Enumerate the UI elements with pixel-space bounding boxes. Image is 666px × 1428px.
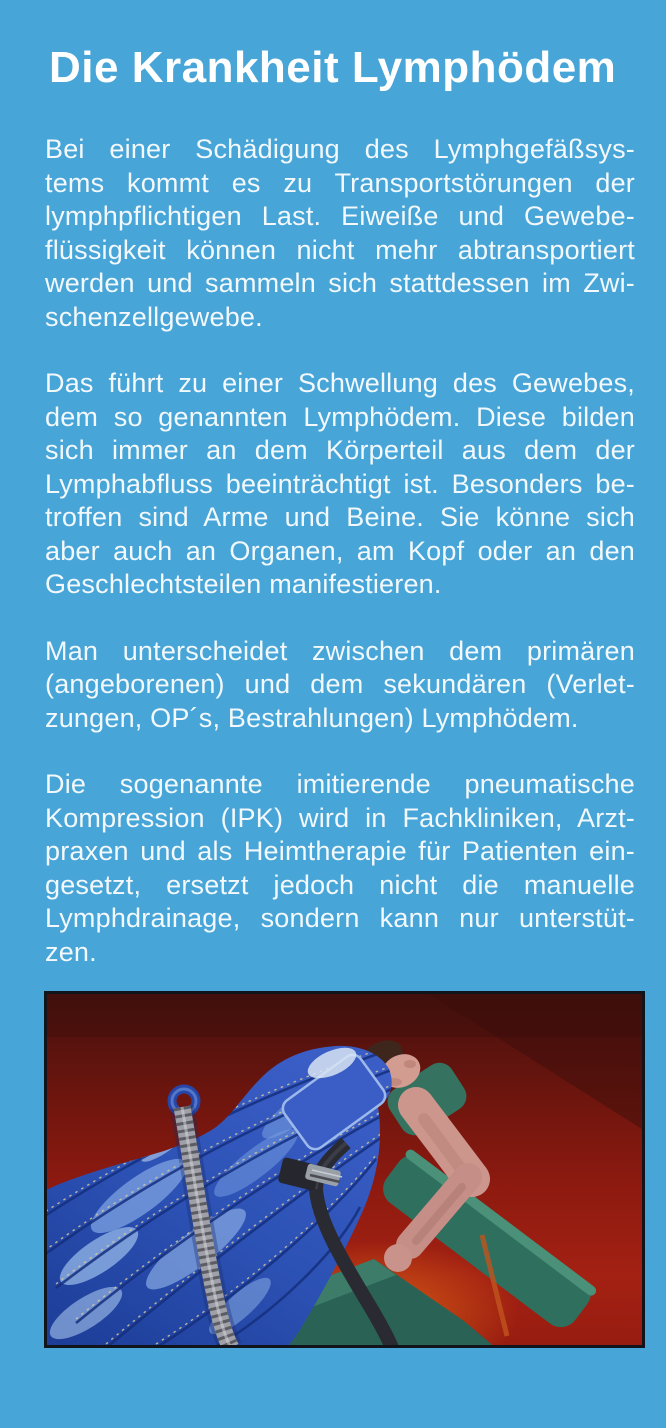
therapy-photo-illustration xyxy=(44,991,645,1348)
text-line: Bei einer Schädigung des Lymphgefäßsys- xyxy=(45,134,635,164)
text-line: Man unterscheidet zwischen dem primären xyxy=(45,635,635,666)
page-title: Die Krankheit Lymphödem xyxy=(49,43,617,92)
text-line: Kompression (IPK) wird in Fachkliniken, Arzt- xyxy=(45,802,635,833)
text-line: flüssigkeit können nicht mehr abtransportiert xyxy=(45,234,635,265)
therapy-photo xyxy=(44,991,645,1348)
text-line: Die sogenannte imitierende pneumatische xyxy=(45,769,635,799)
text-line: Lymphdrainage, sondern kann nur unterstüt- xyxy=(45,903,635,933)
text-line: dem so genannten Lymphödem. Diese bilden xyxy=(45,401,635,432)
text-line: aber auch an Organen, am Kopf oder an den xyxy=(45,535,635,566)
paragraph xyxy=(45,635,635,736)
text-line: (angeborenen) und dem sekundären (Verlet- xyxy=(45,669,635,699)
body-text xyxy=(0,133,666,969)
text-line: troffen sind Arme und Beine. Sie könne sich xyxy=(45,502,635,532)
text-line: lymphpflichtigen Last. Eiweiße und Gewebe- xyxy=(45,201,635,231)
paragraph xyxy=(45,133,635,334)
text-line: werden und sammeln sich stattdessen im Zwi- xyxy=(45,268,635,298)
text-line: Geschlechtsteilen manifestieren. xyxy=(45,569,442,599)
text-line: tems kommt es zu Transportstörungen der xyxy=(45,167,635,198)
text-line: sich immer an dem Körperteil aus dem der xyxy=(45,435,635,465)
text-line: Das führt zu einer Schwellung des Gewebes, xyxy=(45,368,635,398)
text-line: zungen, OP´s, Bestrahlungen) Lymphödem. xyxy=(45,702,579,733)
text-line: zen. xyxy=(45,936,97,967)
text-line: praxen und als Heimtherapie für Patienten ein- xyxy=(45,836,635,866)
text-line: gesetzt, ersetzt jedoch nicht die manuelle xyxy=(45,869,635,900)
text-line: Lymphabfluss beeinträchtigt ist. Besonders be- xyxy=(45,468,635,499)
paragraph xyxy=(45,367,635,602)
text-line: schenzellgewebe. xyxy=(45,301,263,332)
paragraph xyxy=(45,768,635,969)
